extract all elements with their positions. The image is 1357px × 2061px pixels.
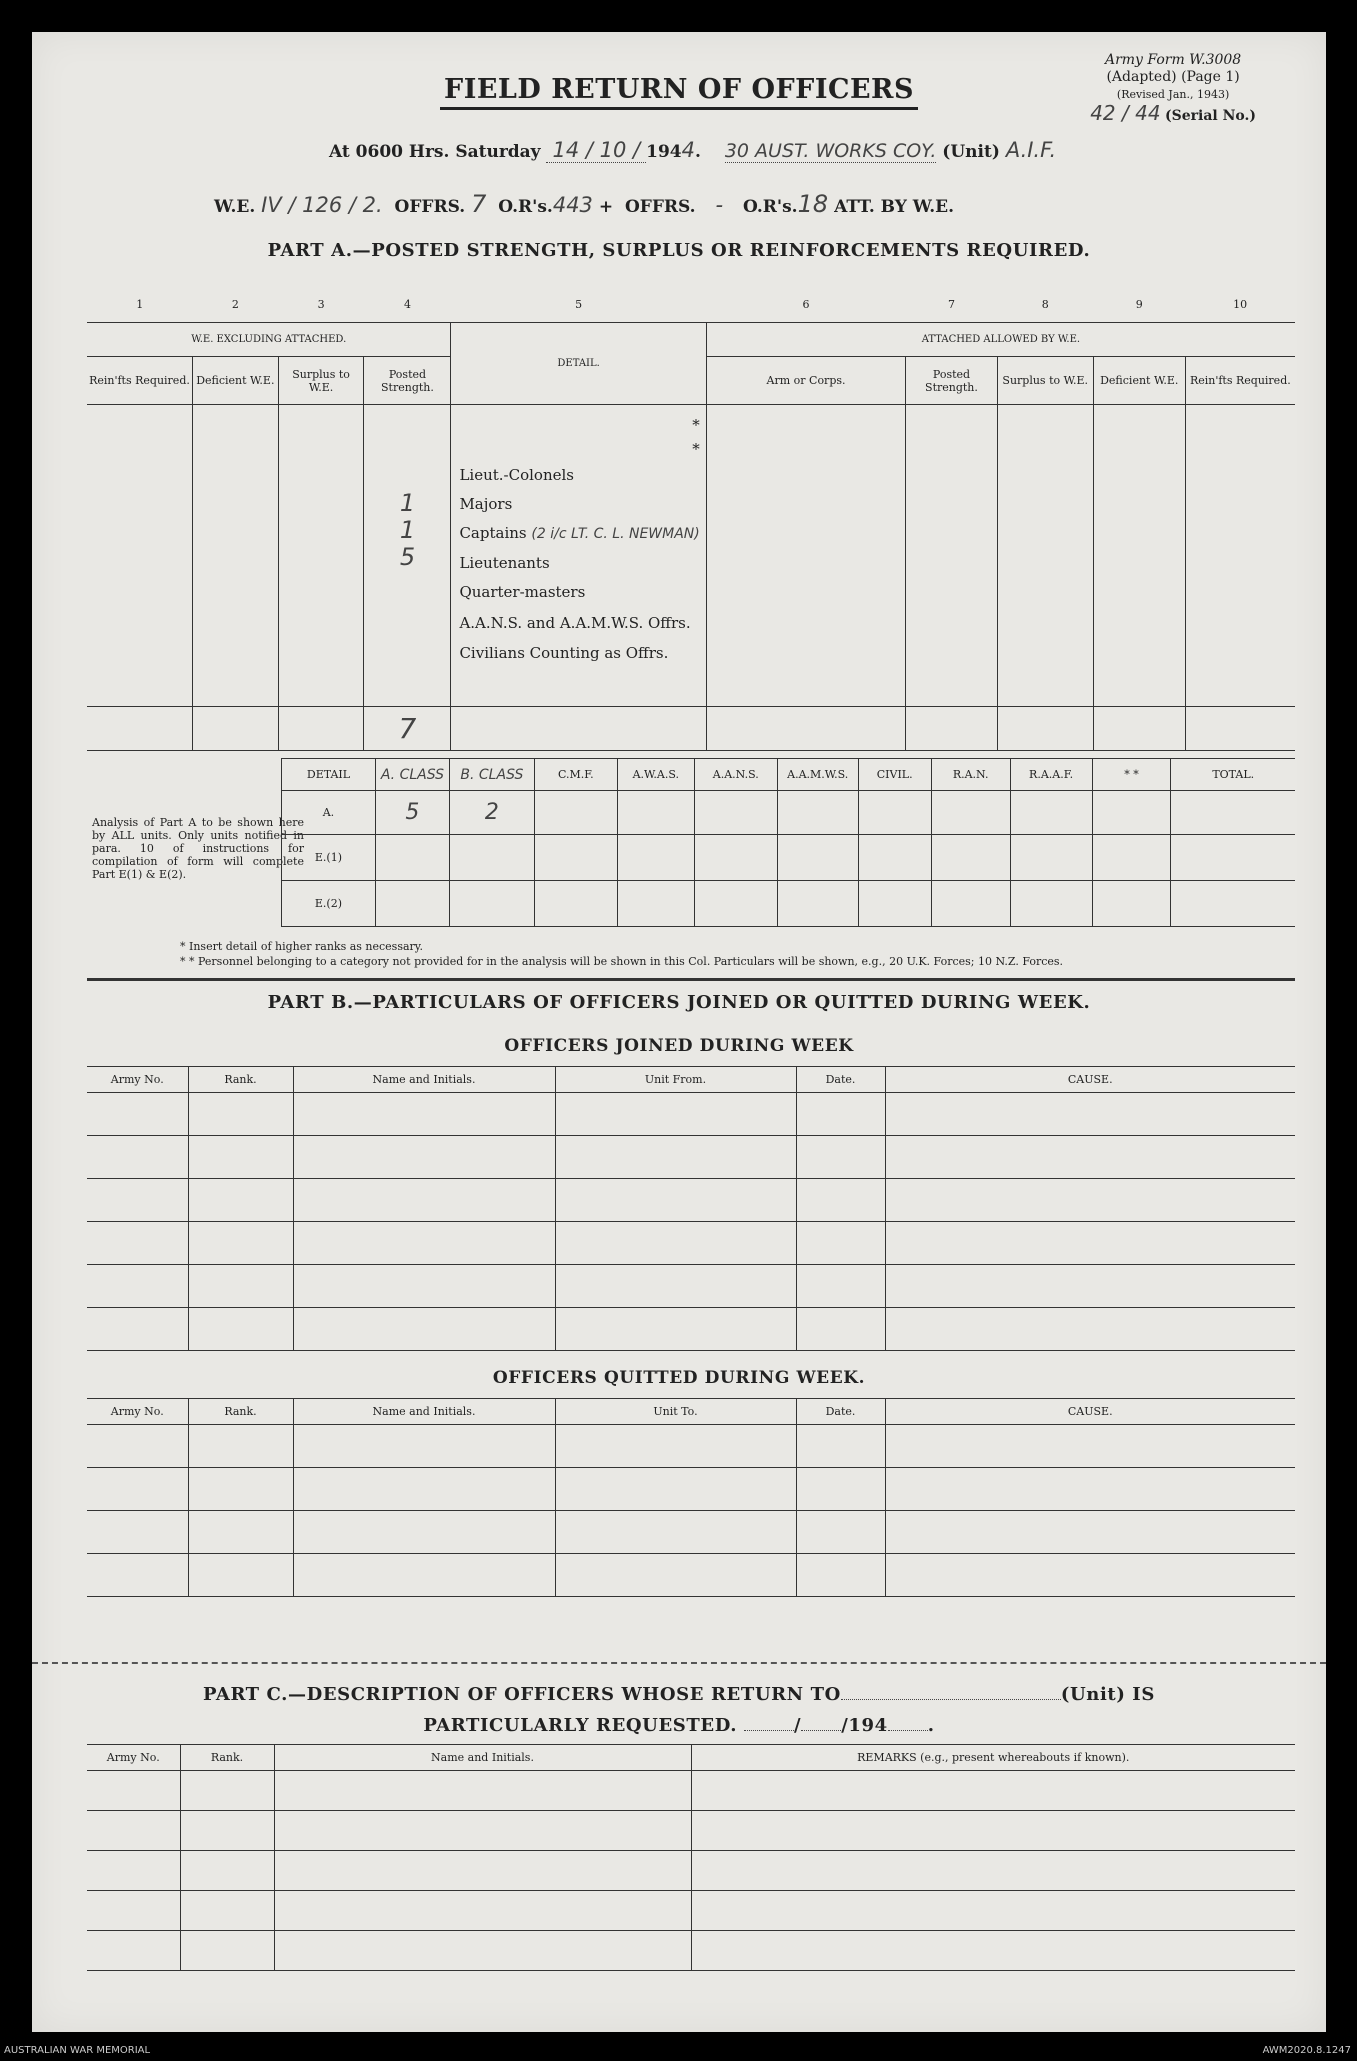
col-number: 6 — [802, 297, 810, 311]
header-aamws: A.A.M.W.S. — [777, 759, 858, 791]
header-aans: A.A.N.S. — [694, 759, 777, 791]
table-row — [87, 1425, 1295, 1468]
rank-higher-1: * — [692, 416, 700, 434]
joined-table — [87, 1066, 1295, 1351]
quitted-heading: OFFICERS QUITTED DURING WEEK. — [492, 1368, 866, 1388]
header-cmf: C.M.F. — [534, 759, 617, 791]
captains-note: (2 i/c LT. C. L. NEWMAN) — [531, 526, 700, 542]
rank-higher-2: * — [692, 440, 700, 458]
header-ran: R.A.N. — [931, 759, 1010, 791]
joined-header-unit-from: Unit From. — [555, 1067, 796, 1093]
table-row — [87, 1265, 1295, 1308]
table-row — [87, 1179, 1295, 1222]
offrs-value: 7 — [471, 190, 487, 218]
footnote-1: * Insert detail of higher ranks as necessary. — [180, 940, 424, 953]
joined-header-army-no: Army No. — [87, 1067, 188, 1093]
header-line-2 — [214, 190, 954, 218]
header-civil: CIVIL. — [858, 759, 931, 791]
ors-value: 443 — [552, 193, 593, 217]
header-arm-corps: Arm or Corps. — [706, 357, 906, 405]
table-row — [87, 1891, 1295, 1931]
part-c-header-name: Name and Initials. — [274, 1745, 691, 1771]
analysis-header-row — [282, 759, 1296, 791]
analysis-table — [281, 758, 1295, 927]
footer-bar — [0, 2041, 1357, 2061]
part-a-heading: PART A.—POSTED STRENGTH, SURPLUS OR REINFORCEMENTS REQUIRED. — [267, 240, 1091, 261]
header-surplus: Surplus to W.E. — [278, 357, 364, 405]
rank-lieut-colonels: Lieut.-Colonels — [459, 466, 574, 484]
col-number: 2 — [231, 297, 239, 311]
form-sheet — [32, 32, 1326, 2032]
rank-quarter-masters: Quarter-masters — [459, 583, 586, 601]
row-a-class-a: 5 — [375, 791, 449, 835]
analysis-row-e1 — [282, 835, 1296, 881]
part-b-heading: PART B.—PARTICULARS OF OFFICERS JOINED OR QUITTED DURING WEEK. — [267, 992, 1091, 1013]
plus-sign: + — [598, 197, 614, 217]
offrs-label: OFFRS. — [394, 197, 466, 217]
col-number: 3 — [317, 297, 325, 311]
posted-lieutenants: 5 — [399, 543, 416, 571]
row-label-a: A. — [282, 791, 376, 835]
we-value: IV / 126 / 2. — [261, 193, 383, 217]
tear-line — [32, 1662, 1326, 1664]
footer-source: AUSTRALIAN WAR MEMORIAL — [4, 2045, 151, 2056]
header-line-1: At 0600 Hrs. Saturday 14 / 10 / 1944. 30 AUST. WORKS COY. (Unit) A.I.F. — [329, 138, 1057, 162]
joined-header-name: Name and Initials. — [293, 1067, 555, 1093]
analysis-detail-header: DETAIL — [282, 759, 376, 791]
part-c-subheading: PARTICULARLY REQUESTED. / /194 . — [423, 1715, 935, 1736]
column-numbers-row — [87, 286, 1295, 323]
part-c-heading: PART C.—DESCRIPTION OF OFFICERS WHOSE RETURN TO (Unit) IS — [203, 1684, 1155, 1705]
part-c-header-rank: Rank. — [180, 1745, 274, 1771]
quitted-table — [87, 1398, 1295, 1597]
part-a-table — [87, 286, 1295, 751]
quitted-header-unit-to: Unit To. — [555, 1399, 796, 1425]
aif-value: A.I.F. — [1005, 138, 1057, 162]
we-label: W.E. — [214, 197, 256, 217]
total-posted: 7 — [364, 707, 451, 751]
table-row — [87, 1308, 1295, 1351]
rank-civilians: Civilians Counting as Offrs. — [459, 644, 669, 662]
header-deficient-att: Deficient W.E. — [1093, 357, 1185, 405]
header-other: * * — [1092, 759, 1171, 791]
group-header-we: W.E. EXCLUDING ATTACHED. — [87, 323, 451, 357]
quitted-header-date: Date. — [796, 1399, 885, 1425]
header-surplus-att: Surplus to W.E. — [997, 357, 1093, 405]
ors2-value: 18 — [797, 190, 829, 218]
detail-header: DETAIL. — [451, 323, 706, 405]
att-label: ATT. BY W.E. — [834, 197, 955, 217]
header-awas: A.W.A.S. — [617, 759, 694, 791]
form-number: Army Form W.3008 — [1104, 52, 1242, 68]
date-value: 14 / 10 / — [546, 138, 646, 163]
posted-majors: 1 — [399, 489, 416, 517]
col-number: 7 — [947, 297, 955, 311]
form-adapted: (Adapted) (Page 1) — [1106, 69, 1240, 85]
joined-header-cause: CAUSE. — [885, 1067, 1295, 1093]
col-number: 8 — [1041, 297, 1049, 311]
header-posted-att: Posted Strength. — [906, 357, 997, 405]
unit-label: (Unit) — [942, 142, 1000, 162]
col-number: 10 — [1233, 297, 1248, 311]
year-value: 4 — [681, 138, 695, 162]
header-posted: Posted Strength. — [364, 357, 451, 405]
table-row — [87, 1222, 1295, 1265]
analysis-note: Analysis of Part A to be shown here by ALL units. Only units notified in para. 10 of instructions for compilation of form will complete Part E(1) & E(2). — [92, 816, 304, 881]
posted-captains: 1 — [399, 516, 416, 544]
table-row — [87, 1511, 1295, 1554]
col-number: 5 — [575, 297, 583, 311]
joined-header-date: Date. — [796, 1067, 885, 1093]
row-label-e1: E.(1) — [282, 835, 376, 881]
serial-value: 42 / 44 — [1090, 101, 1161, 125]
serial-label: (Serial No.) — [1165, 108, 1256, 124]
header-reinfts: Rein'fts Required. — [87, 357, 192, 405]
part-c-header-remarks: REMARKS (e.g., present whereabouts if known). — [691, 1745, 1295, 1771]
ranks-row — [87, 405, 1295, 707]
quitted-header-cause: CAUSE. — [885, 1399, 1295, 1425]
table-row — [87, 1771, 1295, 1811]
table-row — [87, 1931, 1295, 1971]
rank-aans: A.A.N.S. and A.A.M.W.S. Offrs. — [459, 614, 691, 632]
footer-accession: AWM2020.8.1247 — [1262, 2045, 1351, 2056]
part-c-header-army-no: Army No. — [87, 1745, 180, 1771]
header-total: TOTAL. — [1171, 759, 1295, 791]
row-a-class-b: 2 — [449, 791, 534, 835]
group-header-attached: ATTACHED ALLOWED BY W.E. — [706, 323, 1295, 357]
offrs2-label: OFFRS. — [624, 197, 696, 217]
year-label: 194 — [646, 142, 682, 162]
rank-majors: Majors — [459, 495, 513, 513]
table-row — [87, 1811, 1295, 1851]
ors-label: O.R's. — [498, 197, 553, 217]
form-revised: (Revised Jan., 1943) — [1116, 88, 1230, 101]
at-time-label: At 0600 Hrs. Saturday — [329, 142, 541, 162]
table-row — [87, 1093, 1295, 1136]
table-row — [87, 1554, 1295, 1597]
table-row — [87, 1851, 1295, 1891]
col-number: 4 — [403, 297, 411, 311]
totals-row — [87, 707, 1295, 751]
col-number: 1 — [136, 297, 144, 311]
header-raaf: R.A.A.F. — [1010, 759, 1092, 791]
part-c-table — [87, 1744, 1295, 1971]
rank-captains: Captains — [459, 524, 527, 542]
footnote-2: * * Personnel belonging to a category not provided for in the analysis will be shown in this Col. Particulars will be shown, e.g., 20 U.K. Forces; 10 N.Z. Forces. — [180, 955, 1064, 968]
quitted-header-rank: Rank. — [188, 1399, 293, 1425]
unit-value: 30 AUST. WORKS COY. — [724, 140, 937, 162]
class-a-label: A. CLASS — [380, 766, 444, 783]
quitted-header-name: Name and Initials. — [293, 1399, 555, 1425]
ors2-label: O.R's. — [743, 197, 798, 217]
offrs2-value: - — [715, 193, 724, 217]
form-title: FIELD RETURN OF OFFICERS — [32, 74, 1326, 105]
table-row — [87, 1468, 1295, 1511]
header-deficient: Deficient W.E. — [192, 357, 278, 405]
divider — [87, 978, 1295, 981]
joined-heading: OFFICERS JOINED DURING WEEK — [504, 1036, 854, 1056]
row-label-e2: E.(2) — [282, 881, 376, 927]
quitted-header-army-no: Army No. — [87, 1399, 188, 1425]
analysis-row-e2 — [282, 881, 1296, 927]
header-reinfts-att: Rein'fts Required. — [1185, 357, 1295, 405]
col-number: 9 — [1135, 297, 1143, 311]
class-b-label: B. CLASS — [460, 766, 524, 783]
table-row — [87, 1136, 1295, 1179]
rank-lieutenants: Lieutenants — [459, 554, 550, 572]
analysis-row-a — [282, 791, 1296, 835]
joined-header-rank: Rank. — [188, 1067, 293, 1093]
